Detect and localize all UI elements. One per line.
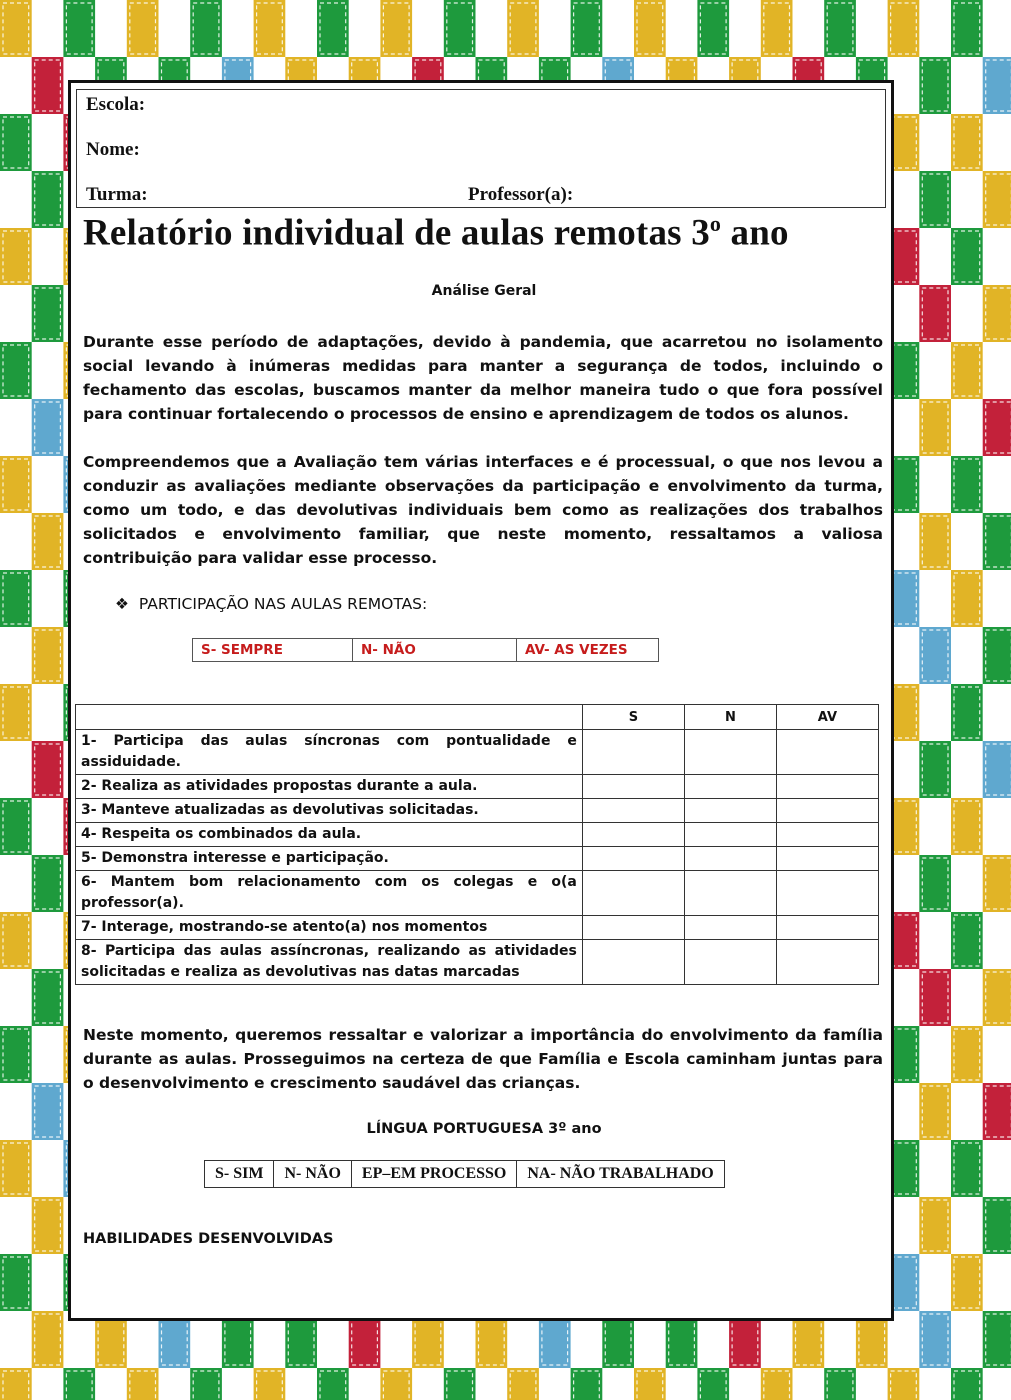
check-cell-s[interactable] (582, 847, 684, 871)
border-square (634, 0, 666, 57)
table-row: 5- Demonstra interesse e participação. (76, 847, 879, 871)
family-paragraph: Neste momento, queremos ressaltar e valorizar a importância do envolvimento da família durante as aulas. Prosseguimos na certeza de que Família e Escola caminham juntas para o desenvolvimento e crescimento saudável das crianças. (83, 1026, 883, 1092)
legend-as-vezes: AV- AS VEZES (517, 639, 659, 662)
border-square (32, 969, 64, 1026)
check-cell-av[interactable] (776, 871, 878, 916)
border-square (127, 1368, 159, 1400)
border-square (951, 342, 983, 399)
border-square (32, 855, 64, 912)
border-square (0, 456, 32, 513)
border-square (983, 399, 1011, 456)
check-cell-s[interactable] (582, 871, 684, 916)
border-square (951, 798, 983, 855)
escola-label: Escola: (86, 94, 146, 115)
border-square (951, 1026, 983, 1083)
border-square (824, 0, 856, 57)
evaluation-paragraph: Compreendemos que a Avaliação tem várias interfaces e é processual, o que nos levou a conduzir as avaliações mediante observações da participação e envolvimento da turma, como um todo, e das devolutivas individuais bem como as realizações dos trabalhos solicitados e envolvimento familiar, que neste momento, ressaltamos a valiosa contribuição para validar esse processo. (83, 453, 883, 567)
check-cell-s[interactable] (582, 799, 684, 823)
check-cell-av[interactable] (776, 916, 878, 940)
report-sheet (68, 80, 894, 1321)
border-square (951, 114, 983, 171)
lingua-portuguesa-heading: LÍNGUA PORTUGUESA 3º ano (366, 1121, 602, 1137)
check-cell-av[interactable] (776, 775, 878, 799)
border-square (983, 1083, 1011, 1140)
check-cell-n[interactable] (685, 799, 777, 823)
border-square (919, 627, 951, 684)
border-square (32, 57, 64, 114)
analise-heading: Análise Geral (431, 283, 537, 299)
border-square (983, 513, 1011, 570)
border-square (32, 1197, 64, 1254)
border-square (507, 0, 539, 57)
border-square (63, 0, 95, 57)
border-square (571, 0, 603, 57)
border-square (0, 570, 32, 627)
check-cell-av[interactable] (776, 823, 878, 847)
border-square (32, 1083, 64, 1140)
border-square (919, 57, 951, 114)
intro-paragraph: Durante esse período de adaptações, devido à pandemia, que acarretou no isolamento social levando à inúmeras medidas para manter a segurança de todos, incluindo o fechamento das escolas, buscamos manter da melhor maneira tudo o que fora possível para continuar fortalecendo o processos de ensino e aprendizagem de todos os alunos. (83, 333, 883, 423)
legend-em-processo: EP–EM PROCESSO (351, 1161, 516, 1188)
border-square (32, 513, 64, 570)
border-square (254, 1368, 286, 1400)
border-square (919, 171, 951, 228)
check-cell-n[interactable] (685, 871, 777, 916)
border-square (983, 969, 1011, 1026)
check-cell-s[interactable] (582, 940, 684, 985)
table-row: 2- Realiza as atividades propostas durante a aula. (76, 775, 879, 799)
border-square (0, 684, 32, 741)
border-square (919, 285, 951, 342)
identification-box (76, 89, 886, 208)
border-square (983, 855, 1011, 912)
check-cell-s[interactable] (582, 823, 684, 847)
border-square (951, 1254, 983, 1311)
border-square (951, 570, 983, 627)
professor-label: Professor(a): (468, 184, 574, 205)
border-square (951, 228, 983, 285)
border-square (32, 171, 64, 228)
border-square (317, 0, 349, 57)
check-cell-n[interactable] (685, 916, 777, 940)
border-square (983, 1197, 1011, 1254)
border-square (983, 171, 1011, 228)
border-square (919, 855, 951, 912)
border-square (0, 798, 32, 855)
border-square (63, 1368, 95, 1400)
border-square (951, 912, 983, 969)
check-cell-s[interactable] (582, 775, 684, 799)
border-square (983, 627, 1011, 684)
border-square (983, 285, 1011, 342)
border-square (919, 1197, 951, 1254)
border-square (983, 741, 1011, 798)
legend-nao-trabalhado: NA- NÃO TRABALHADO (517, 1161, 724, 1188)
border-square (0, 1368, 32, 1400)
border-square (380, 0, 412, 57)
border-square (919, 969, 951, 1026)
border-square (0, 912, 32, 969)
table-row: 6- Mantem bom relacionamento com os colegas e o(a professor(a). (76, 871, 879, 916)
border-square (190, 1368, 222, 1400)
border-square (190, 0, 222, 57)
border-square (919, 399, 951, 456)
border-square (824, 1368, 856, 1400)
check-cell-av[interactable] (776, 847, 878, 871)
border-square (919, 513, 951, 570)
border-square (761, 0, 793, 57)
table-row: 4- Respeita os combinados da aula. (76, 823, 879, 847)
border-square (32, 741, 64, 798)
border-square (32, 399, 64, 456)
border-square (0, 1254, 32, 1311)
border-square (983, 57, 1011, 114)
habilidades-heading: HABILIDADES DESENVOLVIDAS (83, 1231, 334, 1247)
legend-nao: N- NÃO (353, 639, 517, 662)
participation-heading: ❖ PARTICIPAÇÃO NAS AULAS REMOTAS: (115, 595, 428, 613)
border-square (444, 0, 476, 57)
check-cell-av[interactable] (776, 940, 878, 985)
border-square (0, 0, 32, 57)
table-row: 1- Participa das aulas síncronas com pontualidade e assiduidade. (76, 730, 879, 775)
border-square (507, 1368, 539, 1400)
border-square (951, 1140, 983, 1197)
check-cell-av[interactable] (776, 730, 878, 775)
table-row: 8- Participa das aulas assíncronas, realizando as atividades solicitadas e realiza as devolutivas nas datas marcadas (76, 940, 879, 985)
border-square (571, 1368, 603, 1400)
table-row: 7- Interage, mostrando-se atento(a) nos momentos (76, 916, 879, 940)
table-header-s: S (582, 705, 684, 730)
border-square (0, 1140, 32, 1197)
portuguese-legend (204, 1160, 725, 1188)
check-cell-s[interactable] (582, 730, 684, 775)
border-square (951, 456, 983, 513)
diamond-bullet-icon: ❖ (115, 595, 129, 613)
border-square (761, 1368, 793, 1400)
check-cell-n[interactable] (685, 940, 777, 985)
border-square (32, 285, 64, 342)
table-header-av: AV (776, 705, 878, 730)
check-cell-n[interactable] (685, 847, 777, 871)
border-square (0, 114, 32, 171)
border-square (951, 0, 983, 57)
border-square (951, 1368, 983, 1400)
border-square (0, 228, 32, 285)
legend-nao: N- NÃO (274, 1161, 351, 1188)
legend-sempre: S- SEMPRE (193, 639, 353, 662)
border-square (32, 627, 64, 684)
border-square (32, 1311, 64, 1368)
page-title: Relatório individual de aulas remotas 3$^o$ ano (83, 211, 789, 254)
border-square (0, 342, 32, 399)
border-square (919, 1083, 951, 1140)
border-square (127, 0, 159, 57)
table-header-criteria (76, 705, 583, 730)
border-square (919, 1311, 951, 1368)
border-square (444, 1368, 476, 1400)
participation-legend (192, 638, 659, 662)
check-cell-n[interactable] (685, 730, 777, 775)
turma-label: Turma: (86, 184, 148, 205)
border-square (888, 1368, 920, 1400)
border-square (983, 1311, 1011, 1368)
border-square (634, 1368, 666, 1400)
participation-table (75, 704, 879, 985)
border-square (919, 741, 951, 798)
check-cell-s[interactable] (582, 916, 684, 940)
border-square (697, 1368, 729, 1400)
border-square (0, 1026, 32, 1083)
table-header-n: N (685, 705, 777, 730)
check-cell-n[interactable] (685, 823, 777, 847)
border-square (254, 0, 286, 57)
nome-label: Nome: (86, 139, 140, 160)
check-cell-av[interactable] (776, 799, 878, 823)
legend-sim: S- SIM (205, 1161, 274, 1188)
border-square (888, 0, 920, 57)
border-square (951, 684, 983, 741)
check-cell-n[interactable] (685, 775, 777, 799)
table-row: 3- Manteve atualizadas as devolutivas solicitadas. (76, 799, 879, 823)
border-square (317, 1368, 349, 1400)
border-square (380, 1368, 412, 1400)
border-square (697, 0, 729, 57)
